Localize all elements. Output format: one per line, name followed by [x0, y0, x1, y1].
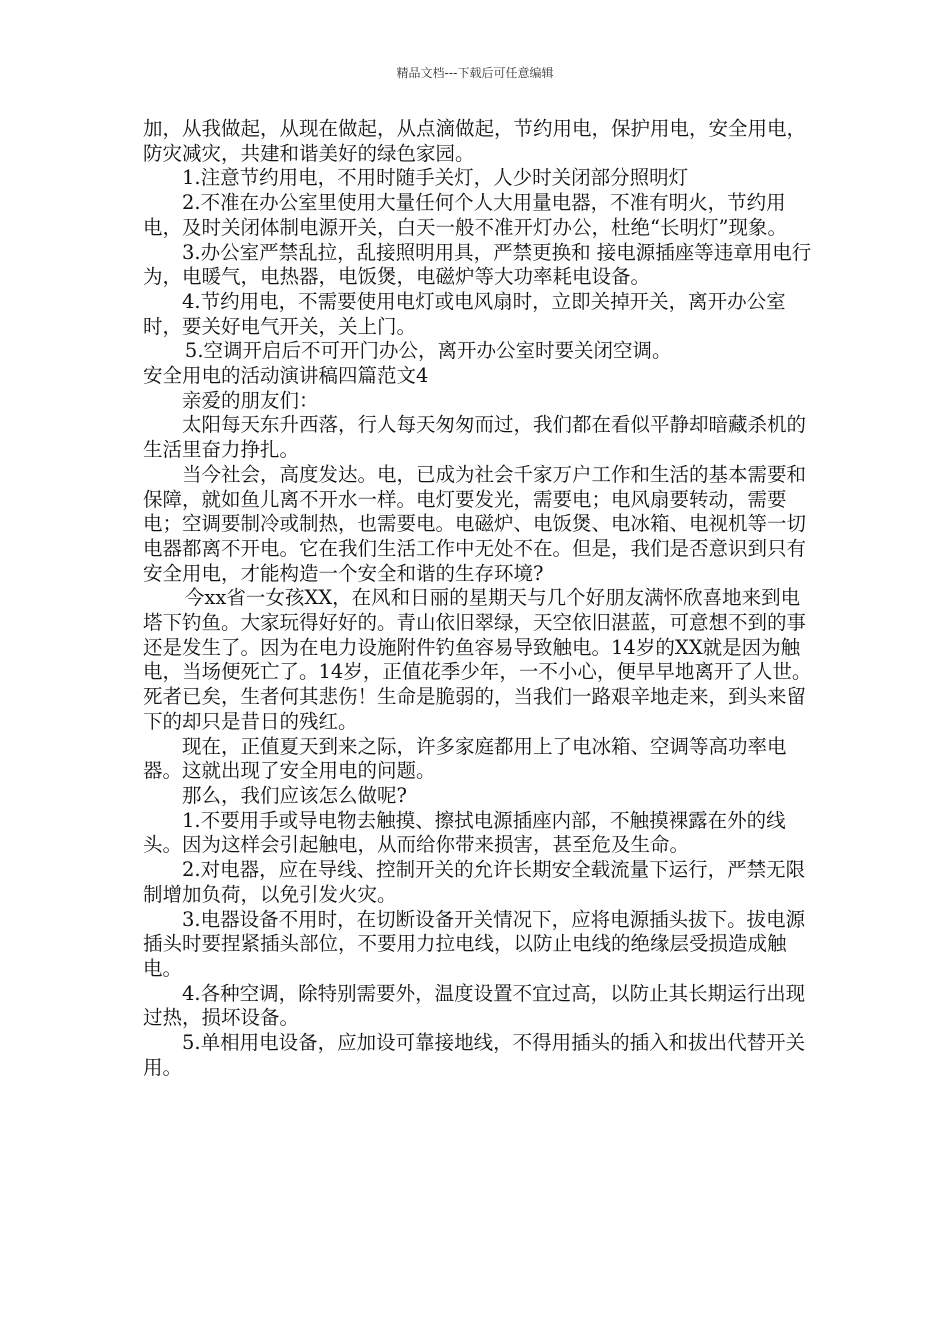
- paragraph: 2.不准在办公室里使用大量任何个人大用量电器，不准有明火，节约用电，及时关闭体制电源开关，白天一般不准开灯办公，杜绝“长明灯”现象。: [143, 191, 787, 239]
- paragraph: 今xx省一女孩XX，在风和日丽的星期天与几个好朋友满怀欣喜地来到电塔下钓鱼。大家玩得好好的。青山依旧翠绿，天空依旧湛蓝，可意想不到的事还是发生了。因为在电力设施附件钓鱼容易导致触电。14岁的XX就是因为触电，当场便死亡了。14岁，正值花季少年，一不小心，便早早地离开了人世。死者已矣，生者何其悲伤！生命是脆弱的，当我们一路艰辛地走来，到头来留下的却只是昔日的残红。: [143, 586, 812, 733]
- paragraph: 5.空调开启后不可开门办公，离开办公室时要关闭空调。: [184, 339, 672, 363]
- paragraph: 5.单相用电设备，应加设可靠接地线，不得用插头的插入和拔出代替开关用。: [143, 1031, 806, 1079]
- paragraph: 3.办公室严禁乱拉，乱接照明用具，严禁更换和 接电源插座等违章用电行为，电暖气，电热器，电饭煲，电磁炉等大功率耗电设备。: [143, 240, 812, 289]
- paragraph: 1.注意节约用电，不用时随手关灯，人少时关闭部分照明灯: [182, 166, 689, 190]
- paragraph: 现在，正值夏天到来之际，许多家庭都用上了电冰箱、空调等高功率电器。这就出现了安全用电的问题。: [143, 734, 787, 783]
- paragraph: 1.不要用手或导电物去触摸、擦拭电源插座内部，不触摸裸露在外的线头。因为这样会引起触电，从而给你带来损害，甚至危及生命。: [143, 808, 786, 857]
- page-header: 精品文档---下载后可任意编辑: [396, 66, 554, 80]
- paragraph: 加，从我做起，从现在做起，从点滴做起，节约用电，保护用电，安全用电，防灾减灾，共建和谐美好的绿色家园。: [143, 117, 807, 165]
- paragraph: 2.对电器，应在导线、控制开关的允许长期安全载流量下运行，严禁无限制增加负荷，以免引发火灾。: [143, 858, 806, 906]
- paragraph: 4.节约用电，不需要使用电灯或电风扇时，立即关掉开关，离开办公室时，要关好电气开关，关上门。: [143, 289, 786, 338]
- paragraph: 那么，我们应该怎么做呢?: [182, 783, 407, 807]
- paragraph: 3.电器设备不用时，在切断设备开关情况下，应将电源插头拔下。拔电源插头时要捏紧插头部位，不要用力拉电线，以防止电线的绝缘层受损造成触电。: [143, 907, 806, 980]
- paragraph: 亲爱的朋友们：: [182, 388, 319, 412]
- paragraph: 安全用电的活动演讲稿四篇范文4: [143, 364, 429, 388]
- paragraph: 4.各种空调，除特别需要外，温度设置不宜过高，以防止其长期运行出现过热，损坏设备。: [143, 981, 806, 1030]
- paragraph: 当今社会，高度发达。电，已成为社会千家万户工作和生活的基本需要和保障，就如鱼儿离不开水一样。电灯要发光，需要电；电风扇要转动，需要电；空调要制冷或制热，也需要电。电磁炉、电饭煲、电冰箱、电视机等一切电器都离不开电。它在我们生活工作中无处不在。但是，我们是否意识到只有安全用电，才能构造一个安全和谐的生存环境?: [143, 462, 807, 585]
- paragraph: 太阳每天东升西落，行人每天匆匆而过，我们都在看似平静却暗藏杀机的生活里奋力挣扎。: [143, 413, 807, 462]
- document-body: [143, 117, 813, 1080]
